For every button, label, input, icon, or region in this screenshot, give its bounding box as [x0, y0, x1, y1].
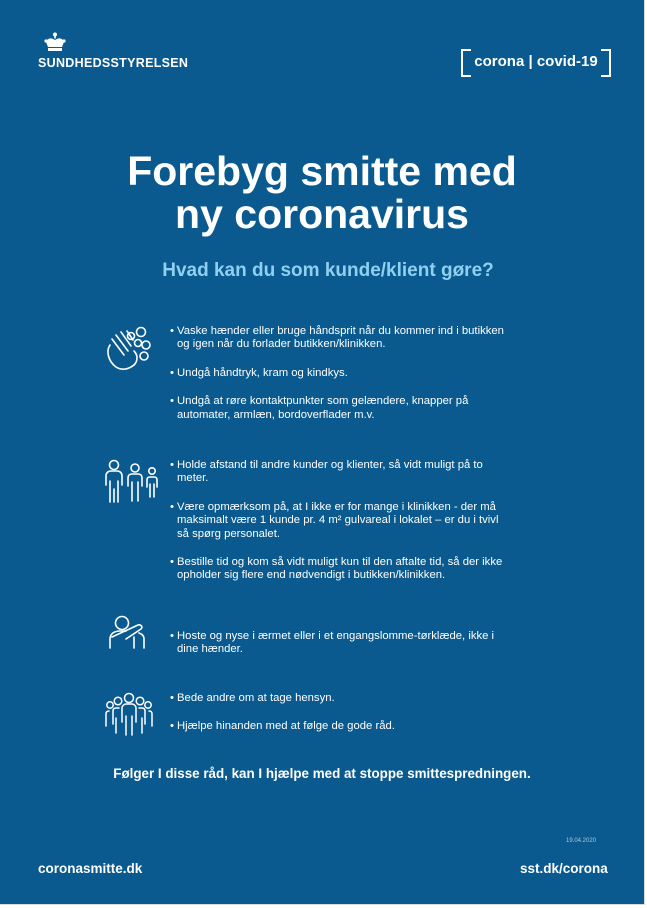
- bullet-list: [170, 459, 510, 598]
- bullet-item: • Bede andre om at tage hensyn.: [170, 692, 510, 705]
- bullet-list: [170, 325, 510, 437]
- bullet-item: • Bestille tid og kom så vidt muligt kun til den aftalte tid, så der ikke opholder sig flere end nødvendigt i butikken/klinikken.: [170, 556, 510, 583]
- title-line-2: ny coronavirus: [175, 191, 469, 237]
- bullet-item: • Hjælpe hinanden med at følge de gode råd.: [170, 720, 510, 733]
- group-people-icon: [104, 692, 154, 736]
- campaign-badge: [461, 49, 611, 75]
- title-line-1: Forebyg smitte med: [127, 148, 517, 194]
- cough-sleeve-icon: [104, 615, 150, 649]
- hand-wash-icon: [104, 325, 154, 377]
- campaign-label: corona | covid-19: [474, 53, 598, 70]
- print-date: 19.04.2020: [566, 838, 597, 844]
- website-link-right[interactable]: sst.dk/corona: [520, 861, 608, 876]
- page-subtitle: Hvad kan du som kunde/klient gøre?: [162, 260, 494, 281]
- bullet-list: [170, 692, 510, 749]
- distance-people-icon: [104, 459, 160, 505]
- bullet-item: • Holde afstand til andre kunder og klienter, så vidt muligt på to meter.: [170, 459, 510, 486]
- page-title: [0, 150, 644, 236]
- bullet-item: • Undgå håndtryk, kram og kindkys.: [170, 367, 510, 380]
- brand-name: SUNDHEDSSTYRELSEN: [38, 56, 189, 70]
- closing-note: Følger I disse råd, kan I hjælpe med at stoppe smittespredningen.: [113, 766, 531, 781]
- bullet-item: • Undgå at røre kontaktpunkter som gelændere, knapper på automater, armlæn, bordoverflader m.v.: [170, 395, 510, 422]
- website-link-left[interactable]: coronasmitte.dk: [38, 861, 143, 876]
- bullet-item: • Vaske hænder eller bruge håndsprit når du kommer ind i butikken og igen når du forlader butikken/klinikken.: [170, 325, 510, 352]
- bullet-item: • Være opmærksom på, at I ikke er for mange i klinikken - der må maksimalt være 1 kunde pr. 4 m² gulvareal i lokalet – er du i tvivl så spørg personalet.: [170, 501, 510, 541]
- bullet-item: • Hoste og nyse i ærmet eller i et engangslomme-tørklæde, ikke i dine hænder.: [170, 630, 510, 657]
- bullet-list: [170, 630, 510, 672]
- crown-icon: [44, 32, 66, 52]
